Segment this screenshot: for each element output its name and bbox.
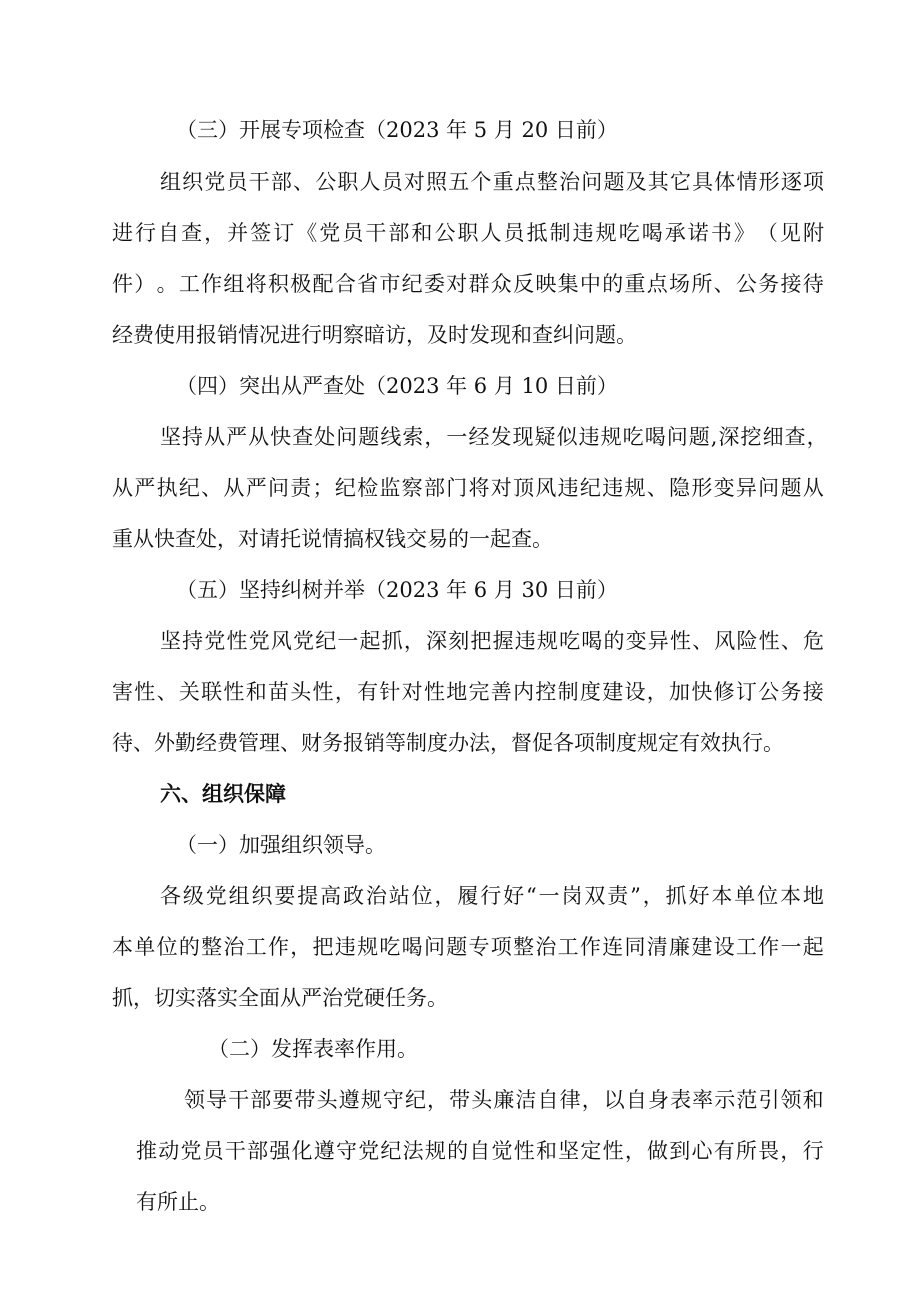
paragraph-line: 经费使用报销情况进行明察暗访，及时发现和查纠问题。 xyxy=(112,323,637,347)
paragraph-line: 有所止。 xyxy=(136,1190,220,1214)
section-heading-3: （三）开展专项检查（2023 年 5 月 20 日前） xyxy=(176,118,618,142)
paragraph-line: 坚 持 从 严 从 快 查 处 问 题 线 索 ， 一 经 发 现 疑 似 违 规 吃 喝 问 题 , 深 挖 细 查 ， xyxy=(160,425,828,449)
paragraph-line: 重从快查处，对请托说情搞权钱交易的一起查。 xyxy=(112,527,553,551)
paragraph-line: 件 ） 。 工 作 组 将 积 极 配 合 省 市 纪 委 对 群 众 反 映 集 中 的 重 点 场 所 、 公 务 接 待 xyxy=(112,272,824,296)
paragraph-line: 害 性 、 关 联 性 和 苗 头 性 ， 有 针 对 性 地 完 善 内 控 制 度 建 设 ， 加 快 修 订 公 务 接 xyxy=(112,680,824,704)
subsection-heading-2: （二）发挥表率作用。 xyxy=(208,1037,418,1061)
paragraph-line: 各 级 党 组 织 要 提 高 政 治 站 位 ， 履 行 好 “ 一 岗 双 责 ” ， 抓 好 本 单 位 本 地 xyxy=(160,884,824,908)
chapter-heading: 六、组织保障 xyxy=(160,782,286,806)
paragraph-line: 进 行 自 查 ， 并 签 订 《 党 员 干 部 和 公 职 人 员 抵 制 违 规 吃 喝 承 诺 书 》 （ 见 附 xyxy=(112,221,824,245)
section-heading-4: （四）突出从严查处（2023 年 6 月 10 日前） xyxy=(176,374,618,398)
paragraph-line: 待、外勤经费管理、财务报销等制度办法，督促各项制度规定有效执行。 xyxy=(112,731,784,755)
paragraph-line: 组 织 党 员 干 部 、 公 职 人 员 对 照 五 个 重 点 整 治 问 题 及 其 它 具 体 情 形 逐 项 xyxy=(160,170,824,194)
paragraph-line: 坚 持 党 性 党 风 党 纪 一 起 抓 ， 深 刻 把 握 违 规 吃 喝 的 变 异 性 、 风 险 性 、 危 xyxy=(160,629,824,653)
paragraph-line: 领 导 干 部 要 带 头 遵 规 守 纪 ， 带 头 廉 洁 自 律 ， 以 自 身 表 率 示 范 引 领 和 xyxy=(184,1088,824,1112)
subsection-heading-1: （一）加强组织领导。 xyxy=(176,833,386,857)
section-heading-5: （五）坚持纠树并举（2023 年 6 月 30 日前） xyxy=(176,578,618,602)
paragraph-line: 抓，切实落实全面从严治党硬任务。 xyxy=(112,986,448,1010)
paragraph-line: 从 严 执 纪 、 从 严 问 责 ； 纪 检 监 察 部 门 将 对 顶 风 违 纪 违 规 、 隐 形 变 异 问 题 从 xyxy=(112,476,824,500)
paragraph-line: 本 单 位 的 整 治 工 作 ， 把 违 规 吃 喝 问 题 专 项 整 治 工 作 连 同 清 廉 建 设 工 作 一 起 xyxy=(112,935,824,959)
paragraph-line: 推 动 党 员 干 部 强 化 遵 守 党 纪 法 规 的 自 觉 性 和 坚 定 性 ， 做 到 心 有 所 畏 ， 行 xyxy=(136,1139,824,1163)
